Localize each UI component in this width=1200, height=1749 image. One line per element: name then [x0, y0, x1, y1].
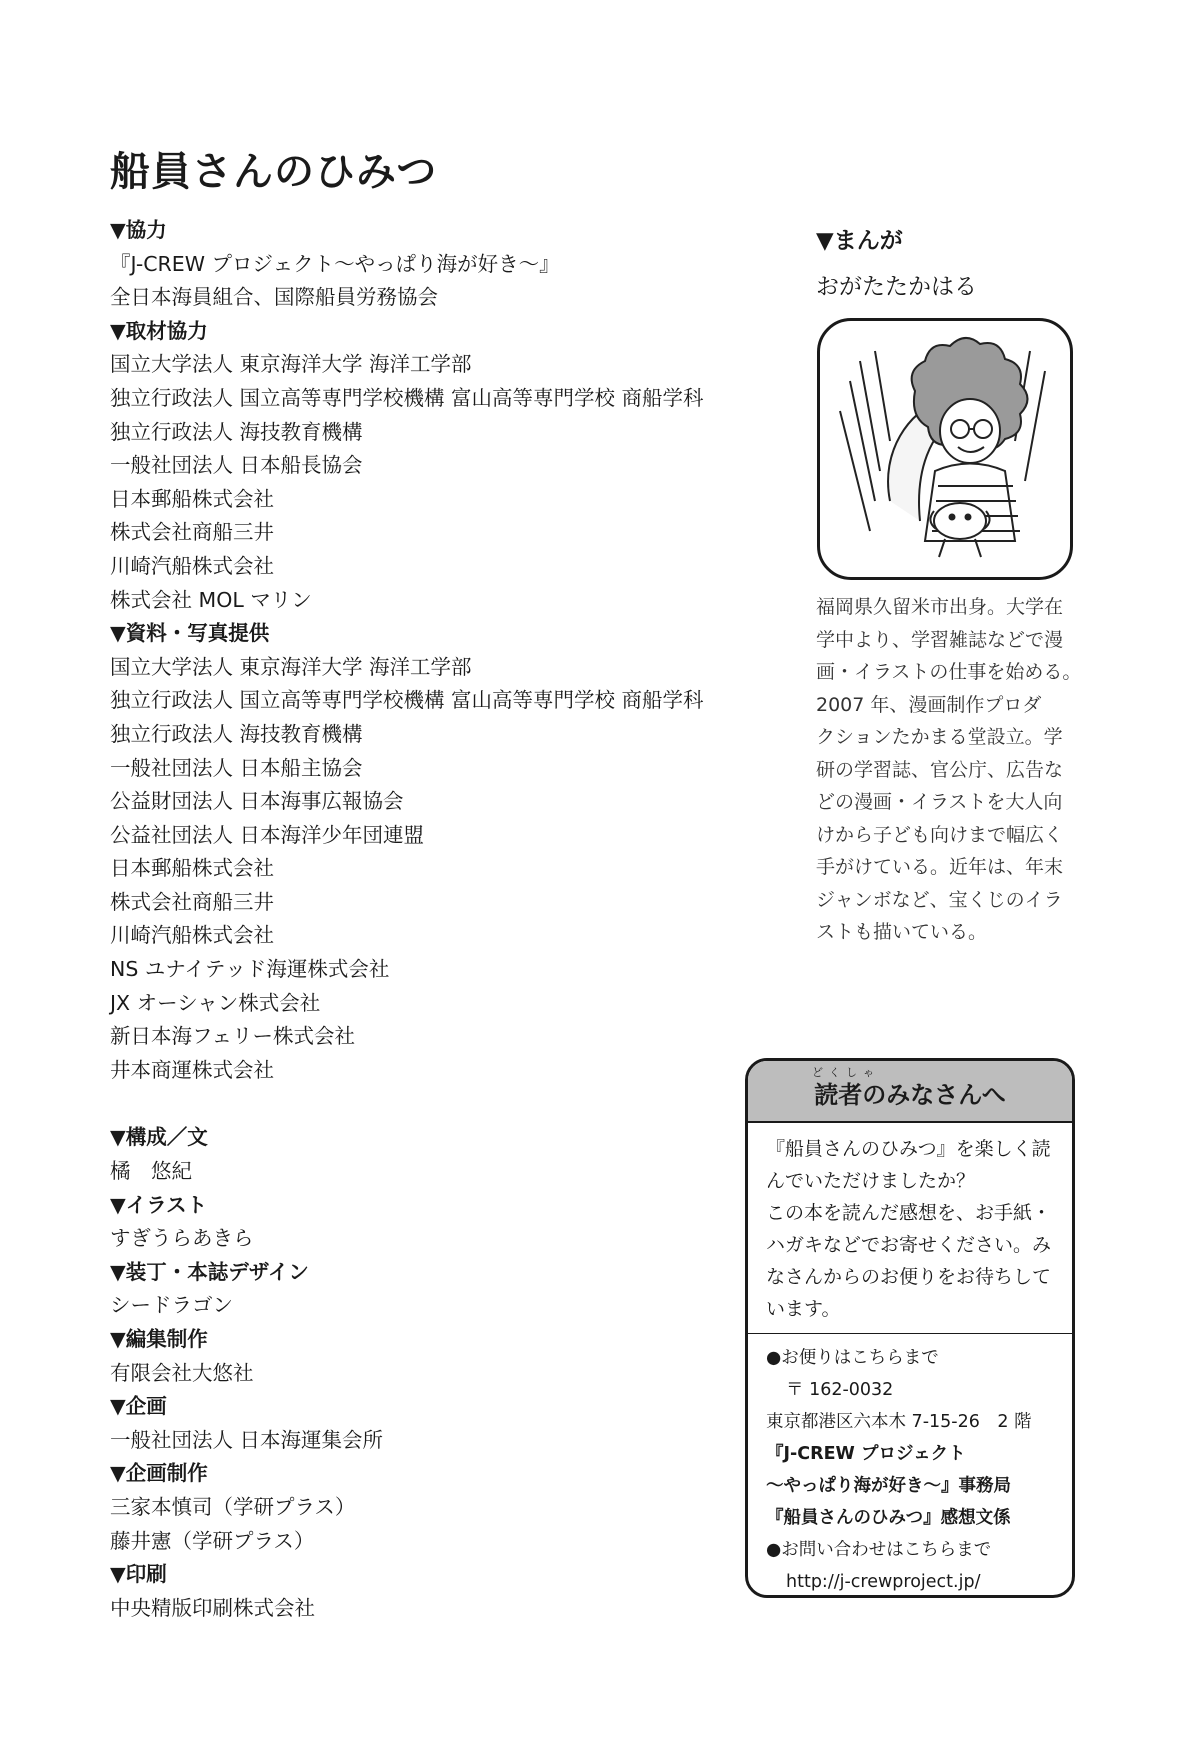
credit-item: NS ユナイテッド海運株式会社	[110, 957, 390, 982]
credit-item: 独立行政法人 国立高等専門学校機構 富山高等専門学校 商船学科	[110, 385, 704, 410]
credit-item: 川崎汽船株式会社	[110, 923, 274, 948]
credits-top-group	[110, 214, 770, 1087]
credit-item: 橘 悠紀	[110, 1159, 192, 1184]
credit-item: 公益社団法人 日本海洋少年団連盟	[110, 822, 425, 847]
contact-label: ●お便りはこちらまで	[766, 1348, 939, 1368]
credit-heading: ▼印刷	[110, 1562, 167, 1587]
message-line: なさんからのお便りをお待ちして	[766, 1266, 1052, 1288]
bio-line: クションたかまる堂設立。学	[816, 726, 1063, 748]
credit-heading: ▼取材協力	[110, 318, 208, 343]
credit-heading: ▼構成／文	[110, 1125, 208, 1150]
message-line: この本を読んだ感想を、お手紙・	[766, 1202, 1052, 1224]
reader-message-box	[745, 1058, 1075, 1598]
credit-item: 公益財団法人 日本海事広報協会	[110, 789, 404, 814]
credit-item: 一般社団法人 日本海運集会所	[110, 1427, 384, 1452]
bio-line: 福岡県久留米市出身。大学在	[816, 596, 1064, 618]
credit-item: 株式会社 MOL マリン	[110, 587, 312, 612]
credit-item: 株式会社商船三井	[110, 520, 274, 545]
artist-bio	[816, 591, 1086, 949]
credit-item: すぎうらあきら	[110, 1226, 254, 1251]
bio-line: ストも描いている。	[816, 921, 988, 943]
credit-item: 独立行政法人 海技教育機構	[110, 419, 363, 444]
credit-item: 一般社団法人 日本船長協会	[110, 453, 363, 478]
title-ruby: どくしゃ	[812, 1066, 880, 1079]
credit-item: 『J-CREW プロジェクト〜やっぱり海が好き〜』	[110, 251, 560, 276]
credit-item: 藤井憲（学研プラス）	[110, 1528, 315, 1553]
reader-title-text: 読者のみなさんへ	[814, 1081, 1006, 1109]
credit-item: 株式会社商船三井	[110, 889, 274, 914]
bio-line: 手がけている。近年は、年末	[816, 856, 1064, 878]
credit-heading: ▼装丁・本誌デザイン	[110, 1259, 309, 1284]
postal-code: 〒 162-0032	[786, 1380, 894, 1400]
credit-item: 日本郵船株式会社	[110, 856, 274, 881]
page-title: 船員さんのひみつ	[110, 149, 438, 195]
manga-heading: ▼まんが	[816, 228, 903, 254]
credit-item: 有限会社大悠社	[110, 1360, 254, 1385]
credit-heading: ▼編集制作	[110, 1327, 208, 1351]
credit-heading: ▼企画	[110, 1394, 167, 1419]
credit-item: 中央精版印刷株式会社	[110, 1595, 315, 1620]
postal-address: 東京都港区六本木 7-15-26 2 階	[766, 1412, 1032, 1432]
credit-item: JX オーシャン株式会社	[110, 990, 321, 1015]
reader-divider	[748, 1333, 1072, 1334]
contact-info	[766, 1342, 1058, 1598]
bio-line: 学中より、学習雑誌などで漫	[816, 628, 1064, 651]
credit-item: シードラゴン	[110, 1293, 233, 1318]
credit-item: 国立大学法人 東京海洋大学 海洋工学部	[110, 654, 472, 679]
manga-artist-name: おがたたかはる	[816, 274, 977, 300]
credit-item: 一般社団法人 日本船主協会	[110, 755, 363, 780]
org-name-line2: 〜やっぱり海が好き〜』事務局	[766, 1476, 1011, 1496]
bio-line: どの漫画・イラストを大人向	[816, 791, 1063, 813]
credit-item: 独立行政法人 海技教育機構	[110, 721, 363, 746]
credits-bottom-group	[110, 1121, 770, 1625]
credits-list	[110, 214, 770, 1625]
credit-heading: ▼企画制作	[110, 1461, 208, 1486]
message-line: います。	[766, 1298, 841, 1320]
credit-item: 新日本海フェリー株式会社	[110, 1024, 355, 1049]
credit-item: 全日本海員組合、国際船員労務協会	[110, 285, 438, 310]
credit-item: 井本商運株式会社	[110, 1057, 274, 1082]
credit-heading: ▼イラスト	[110, 1192, 208, 1217]
bio-line: けから子ども向けまで幅広く	[816, 823, 1064, 846]
reader-box-body	[748, 1123, 1072, 1598]
credit-item: 川崎汽船株式会社	[110, 553, 274, 578]
bio-line: 2007 年、漫画制作プロダ	[816, 693, 1042, 716]
credit-item: 三家本慎司（学研プラス）	[110, 1494, 356, 1519]
website-url: http://j-crewproject.jp/	[786, 1572, 981, 1592]
message-line: んでいただけましたか？	[766, 1170, 976, 1192]
bio-line: ジャンボなど、宝くじのイラ	[816, 888, 1063, 911]
message-line: ハガキなどでお寄せください。み	[766, 1234, 1052, 1256]
reader-box-title	[748, 1061, 1072, 1123]
bio-line: 画・イラストの仕事を始める。	[816, 661, 1082, 683]
inquiry-label: ●お問い合わせはこちらまで	[766, 1540, 992, 1560]
department: 『船員さんのひみつ』感想文係	[766, 1508, 1011, 1528]
message-line: 『船員さんのひみつ』を楽しく読	[766, 1138, 1051, 1160]
artist-portrait-illustration	[817, 318, 1073, 580]
credit-heading: ▼協力	[110, 218, 167, 242]
credit-item: 日本郵船株式会社	[110, 486, 274, 511]
org-name-line1: 『J-CREW プロジェクト	[766, 1444, 966, 1464]
credit-item: 独立行政法人 国立高等専門学校機構 富山高等専門学校 商船学科	[110, 688, 704, 713]
bio-line: 研の学習誌、官公庁、広告な	[816, 758, 1064, 781]
artist-caricature-icon	[820, 321, 1070, 577]
reader-message	[766, 1133, 1058, 1325]
credit-heading: ▼資料・写真提供	[110, 621, 270, 646]
credits-spacer	[110, 1087, 770, 1121]
credit-item: 国立大学法人 東京海洋大学 海洋工学部	[110, 352, 472, 377]
